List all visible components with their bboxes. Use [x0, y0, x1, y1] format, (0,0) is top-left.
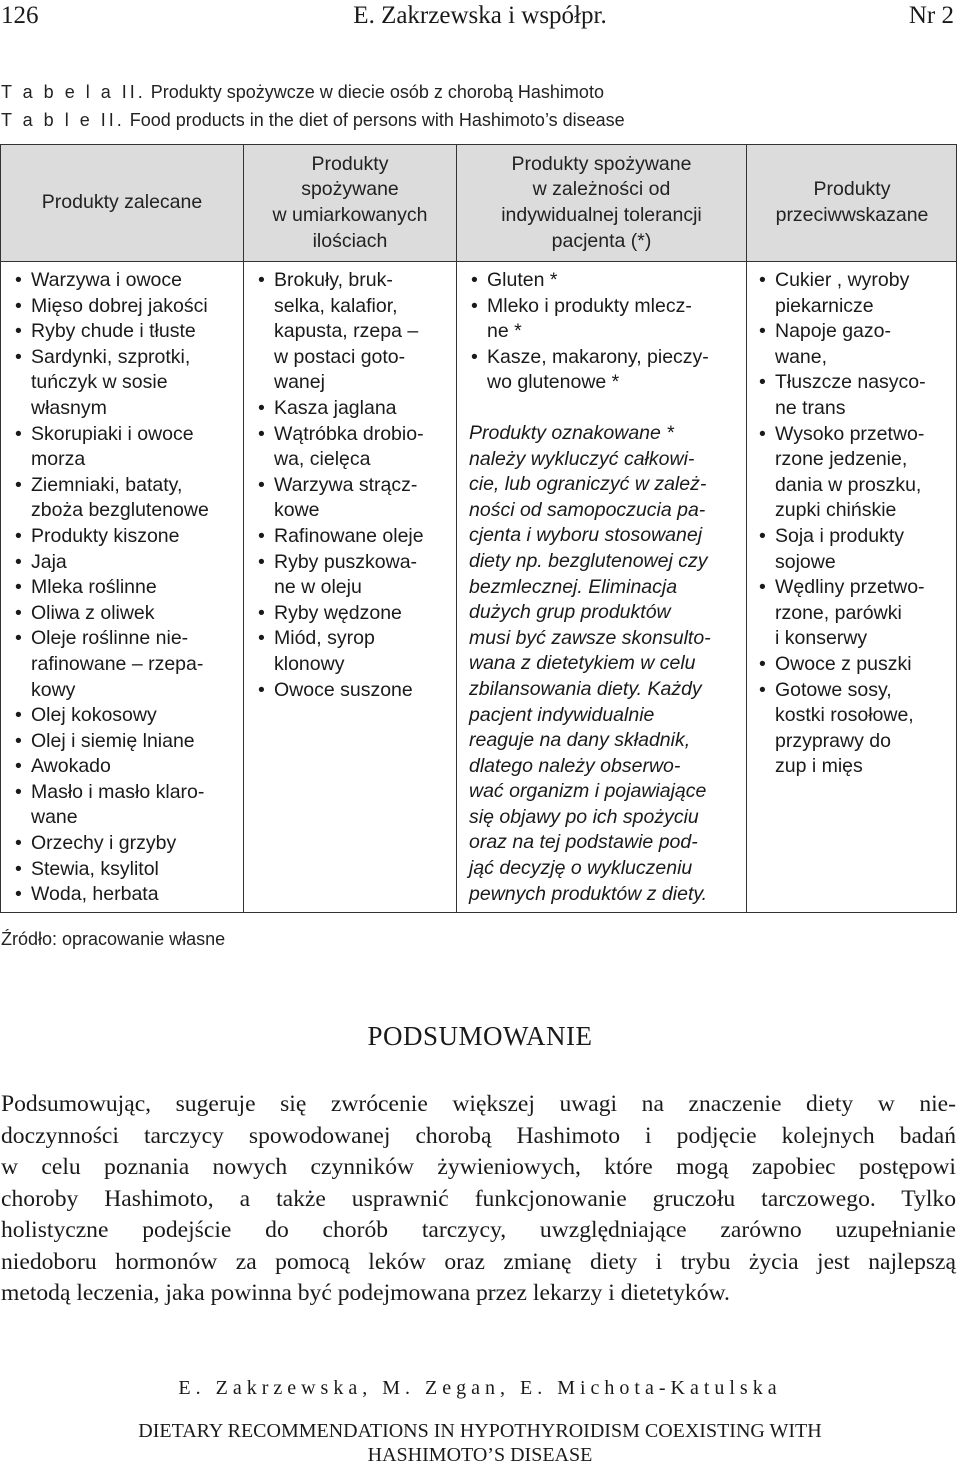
bullet-icon: • — [258, 678, 265, 701]
bullet-icon: • — [471, 269, 478, 291]
bullet-icon: • — [15, 704, 22, 727]
list-item — [757, 319, 953, 370]
table-caption-polish — [1, 82, 604, 103]
bullet-icon: • — [15, 755, 22, 778]
list-item — [13, 754, 239, 780]
contraindicated-list — [757, 268, 953, 780]
column-tolerance — [469, 268, 741, 907]
list-item — [757, 575, 953, 652]
list-item-text: Skorupiaki i owoce morza — [31, 422, 194, 471]
list-item — [13, 703, 239, 729]
bullet-icon: • — [258, 473, 265, 496]
list-item-text: Napoje gazo- wane, — [775, 320, 891, 368]
list-item-text: Kasza jaglana — [274, 396, 397, 419]
paragraph-line: Podsumowując, sugeruje się zwrócenie większej uwagi na znaczenie diety w nie- — [1, 1091, 956, 1117]
list-item-text: Awokado — [31, 755, 111, 778]
bullet-icon: • — [759, 371, 766, 394]
tolerance-list — [469, 268, 741, 396]
list-item-text: Produkty kiszone — [31, 524, 180, 547]
bullet-icon: • — [258, 269, 265, 291]
column-recommended — [13, 268, 239, 908]
bullet-icon: • — [15, 550, 22, 573]
list-item — [256, 268, 452, 396]
list-item — [13, 780, 239, 831]
bullet-icon: • — [15, 473, 22, 496]
list-item — [13, 857, 239, 883]
list-item — [757, 652, 953, 678]
bullet-icon: • — [759, 269, 766, 291]
list-item-text: Gluten * — [487, 269, 558, 291]
header-contraindicated: Produkty przeciwwskazane — [775, 178, 929, 226]
bullet-icon: • — [471, 294, 478, 317]
list-item-text: Oleje roślinne nie- rafinowane – rzepa- kowy — [31, 627, 204, 701]
list-item — [469, 294, 741, 345]
list-item-text: Miód, syrop klonowy — [274, 627, 375, 675]
list-item — [13, 626, 239, 703]
list-item — [256, 626, 452, 677]
list-item — [256, 396, 452, 422]
table-title-polish: Produkty spożywcze w diecie osób z chorobą Hashimoto — [145, 82, 604, 102]
list-item — [469, 345, 741, 396]
bullet-icon: • — [759, 320, 766, 343]
list-item — [13, 422, 239, 473]
moderate-list — [256, 268, 452, 703]
list-item — [757, 422, 953, 524]
section-heading: PODSUMOWANIE — [367, 1021, 593, 1051]
page-number: 126 — [1, 2, 39, 29]
bullet-icon: • — [15, 780, 22, 803]
list-item — [757, 678, 953, 780]
list-item-text: Ryby wędzone — [274, 601, 402, 624]
list-item — [757, 370, 953, 421]
source-note: Źródło: opracowanie własne — [1, 929, 226, 949]
bullet-icon: • — [258, 422, 265, 445]
bullet-icon: • — [759, 652, 766, 675]
bullet-icon: • — [15, 601, 22, 624]
bullet-icon: • — [15, 294, 22, 317]
bullet-icon: • — [15, 345, 22, 368]
paragraph-line: niedoboru hormonów za pomocą leków oraz zmianę diety i trybu życia jest najlepszą — [1, 1248, 956, 1275]
list-item — [13, 524, 239, 550]
list-item-text: Stewia, ksylitol — [31, 857, 159, 880]
table-title-english: Food products in the diet of persons with Hashimoto’s disease — [124, 110, 625, 130]
bullet-icon: • — [258, 396, 265, 419]
list-item — [13, 345, 239, 422]
list-item — [256, 422, 452, 473]
list-item-text: Wędliny przetwo- rzone, parówki i konserwy — [775, 576, 925, 650]
list-item — [13, 268, 239, 294]
list-item-text: Brokuły, bruk- selka, kalafior, kapusta, rzepa – w postaci goto- wanej — [274, 269, 419, 394]
list-item-text: Orzechy i grzyby — [31, 832, 177, 855]
running-head-authors: E. Zakrzewska i współpr. — [353, 2, 607, 29]
list-item — [256, 678, 452, 704]
recommended-list — [13, 268, 239, 908]
list-item-text: Tłuszcze nasyco- ne trans — [775, 371, 926, 419]
header-recommended: Produkty zalecane — [41, 191, 203, 214]
bullet-icon: • — [15, 832, 22, 855]
list-item-text: Oliwa z oliwek — [31, 601, 155, 624]
list-item-text: Sardynki, szprotki, tuńczyk w sosie własnym — [31, 345, 191, 419]
list-item — [13, 575, 239, 601]
list-item — [13, 550, 239, 576]
column-contraindicated — [757, 268, 953, 780]
list-item-text: Masło i masło klaro- wane — [31, 780, 205, 829]
bullet-icon: • — [759, 422, 766, 445]
list-item-text: Kasze, makarony, pieczy- wo glutenowe * — [487, 345, 709, 394]
bullet-icon: • — [15, 320, 22, 343]
bullet-icon: • — [15, 576, 22, 599]
table-caption-english — [1, 110, 625, 131]
list-item — [13, 601, 239, 627]
bullet-icon: • — [258, 601, 265, 624]
list-item — [757, 268, 953, 319]
list-item-text: Mleko i produkty mlecz- ne * — [487, 294, 692, 343]
list-item — [13, 831, 239, 857]
list-item-text: Olej kokosowy — [31, 704, 157, 727]
header-moderate: Produkty spożywane w umiarkowanych ilościach — [272, 152, 428, 252]
list-item — [13, 729, 239, 755]
list-item — [757, 524, 953, 575]
list-item-text: Mleka roślinne — [31, 576, 157, 599]
list-item-text: Wątróbka drobio- wa, cielęca — [274, 422, 424, 471]
paragraph-line: metodą leczenia, jaka powinna być podejmowana przez lekarzy i dietetyków. — [1, 1280, 730, 1306]
abstract-title — [0, 1419, 960, 1467]
list-item — [13, 294, 239, 320]
list-item-text: Gotowe sosy, kostki rosołowe, przyprawy do zup i mięs — [775, 678, 914, 778]
column-moderate — [256, 268, 452, 703]
bullet-icon: • — [471, 345, 478, 368]
list-item-text: Rafinowane oleje — [274, 524, 424, 547]
abstract-authors: E. Zakrzewska, M. Zegan, E. Michota-Katulska — [178, 1377, 782, 1399]
list-item-text: Mięso dobrej jakości — [31, 294, 208, 317]
list-item-text: Owoce z puszki — [775, 652, 912, 675]
list-item — [256, 601, 452, 627]
list-item — [13, 473, 239, 524]
running-head — [0, 2, 960, 36]
bullet-icon: • — [15, 269, 22, 291]
paragraph-line: w celu poznania nowych czynników żywieniowych, które mogą zapobiec postępowi — [1, 1154, 956, 1180]
issue-number: Nr 2 — [908, 2, 954, 29]
bullet-icon: • — [15, 857, 22, 880]
bullet-icon: • — [15, 627, 22, 650]
list-item-text: Warzywa strącz- kowe — [274, 473, 418, 522]
list-item-text: Ryby puszkowa- ne w oleju — [274, 550, 418, 599]
list-item — [256, 550, 452, 601]
paragraph-line: choroby Hashimoto, a także usprawnić funkcjonowanie gruczołu tarczowego. Tylko — [1, 1185, 956, 1212]
tolerance-note: Produkty oznakowane * należy wykluczyć całkowi- cie, lub ograniczyć w zależ- ności od samopoczucia pa- cjenta i wyboru stosowanej diety np. bezglutenowej czy bezmlecznej. Eliminacja dużych grup produktów musi być zawsze skonsulto- wana z dietetykiem w celu zbilansowania diety. Każdy pacjent indywidualnie reaguje na dany składnik, dlatego należy obserwo- wać organizm i pojawiające się objawy po ich spożyciu oraz na tej podstawie pod- jąć decyzję o wykluczeniu pewnych produktów z diety. — [469, 421, 711, 905]
list-item-text: Wysoko przetwo- rzone jedzenie, dania w proszku, zupki chińskie — [775, 422, 925, 522]
bullet-icon: • — [15, 729, 22, 752]
list-item-text: Olej i siemię lniane — [31, 729, 195, 752]
list-item — [256, 524, 452, 550]
bullet-icon: • — [15, 883, 22, 906]
bullet-icon: • — [258, 550, 265, 573]
summary-paragraph — [1, 1089, 956, 1310]
list-item-text: Ryby chude i tłuste — [31, 320, 196, 343]
list-item — [469, 268, 741, 294]
diet-products-table — [0, 144, 957, 913]
abstract-title-line: HASHIMOTO’S DISEASE — [367, 1444, 593, 1466]
list-item-text: Owoce suszone — [274, 678, 413, 701]
list-item — [13, 319, 239, 345]
list-item — [256, 473, 452, 524]
table-label-polish: T a b e l a II. — [1, 82, 146, 102]
bullet-icon: • — [258, 524, 265, 547]
abstract-title-line: DIETARY RECOMMENDATIONS IN HYPOTHYROIDISM COEXISTING WITH — [138, 1420, 822, 1442]
list-item-text: Jaja — [31, 550, 67, 573]
bullet-icon: • — [15, 422, 22, 445]
paragraph-line: doczynności tarczycy spowodowanej chorobą Hashimoto i podjęcie kolejnych badań — [1, 1122, 956, 1149]
table-label-english: T a b l e II. — [1, 110, 125, 130]
bullet-icon: • — [759, 678, 766, 701]
bullet-icon: • — [759, 524, 766, 547]
list-item-text: Woda, herbata — [31, 883, 159, 906]
paragraph-line: holistyczne podejście do chorób tarczycy, uwzględniające zarówno uzupełnianie — [1, 1217, 956, 1243]
list-item-text: Soja i produkty sojowe — [775, 524, 904, 573]
bullet-icon: • — [258, 627, 265, 650]
header-tolerance: Produkty spożywane w zależności od indywidualnej tolerancji pacjenta (*) — [501, 152, 702, 252]
bullet-icon: • — [759, 576, 766, 599]
list-item-text: Warzywa i owoce — [31, 269, 182, 291]
list-item-text: Cukier , wyroby piekarnicze — [775, 269, 910, 317]
list-item-text: Ziemniaki, bataty, zboża bezglutenowe — [31, 473, 209, 522]
bullet-icon: • — [15, 524, 22, 547]
list-item — [13, 882, 239, 908]
